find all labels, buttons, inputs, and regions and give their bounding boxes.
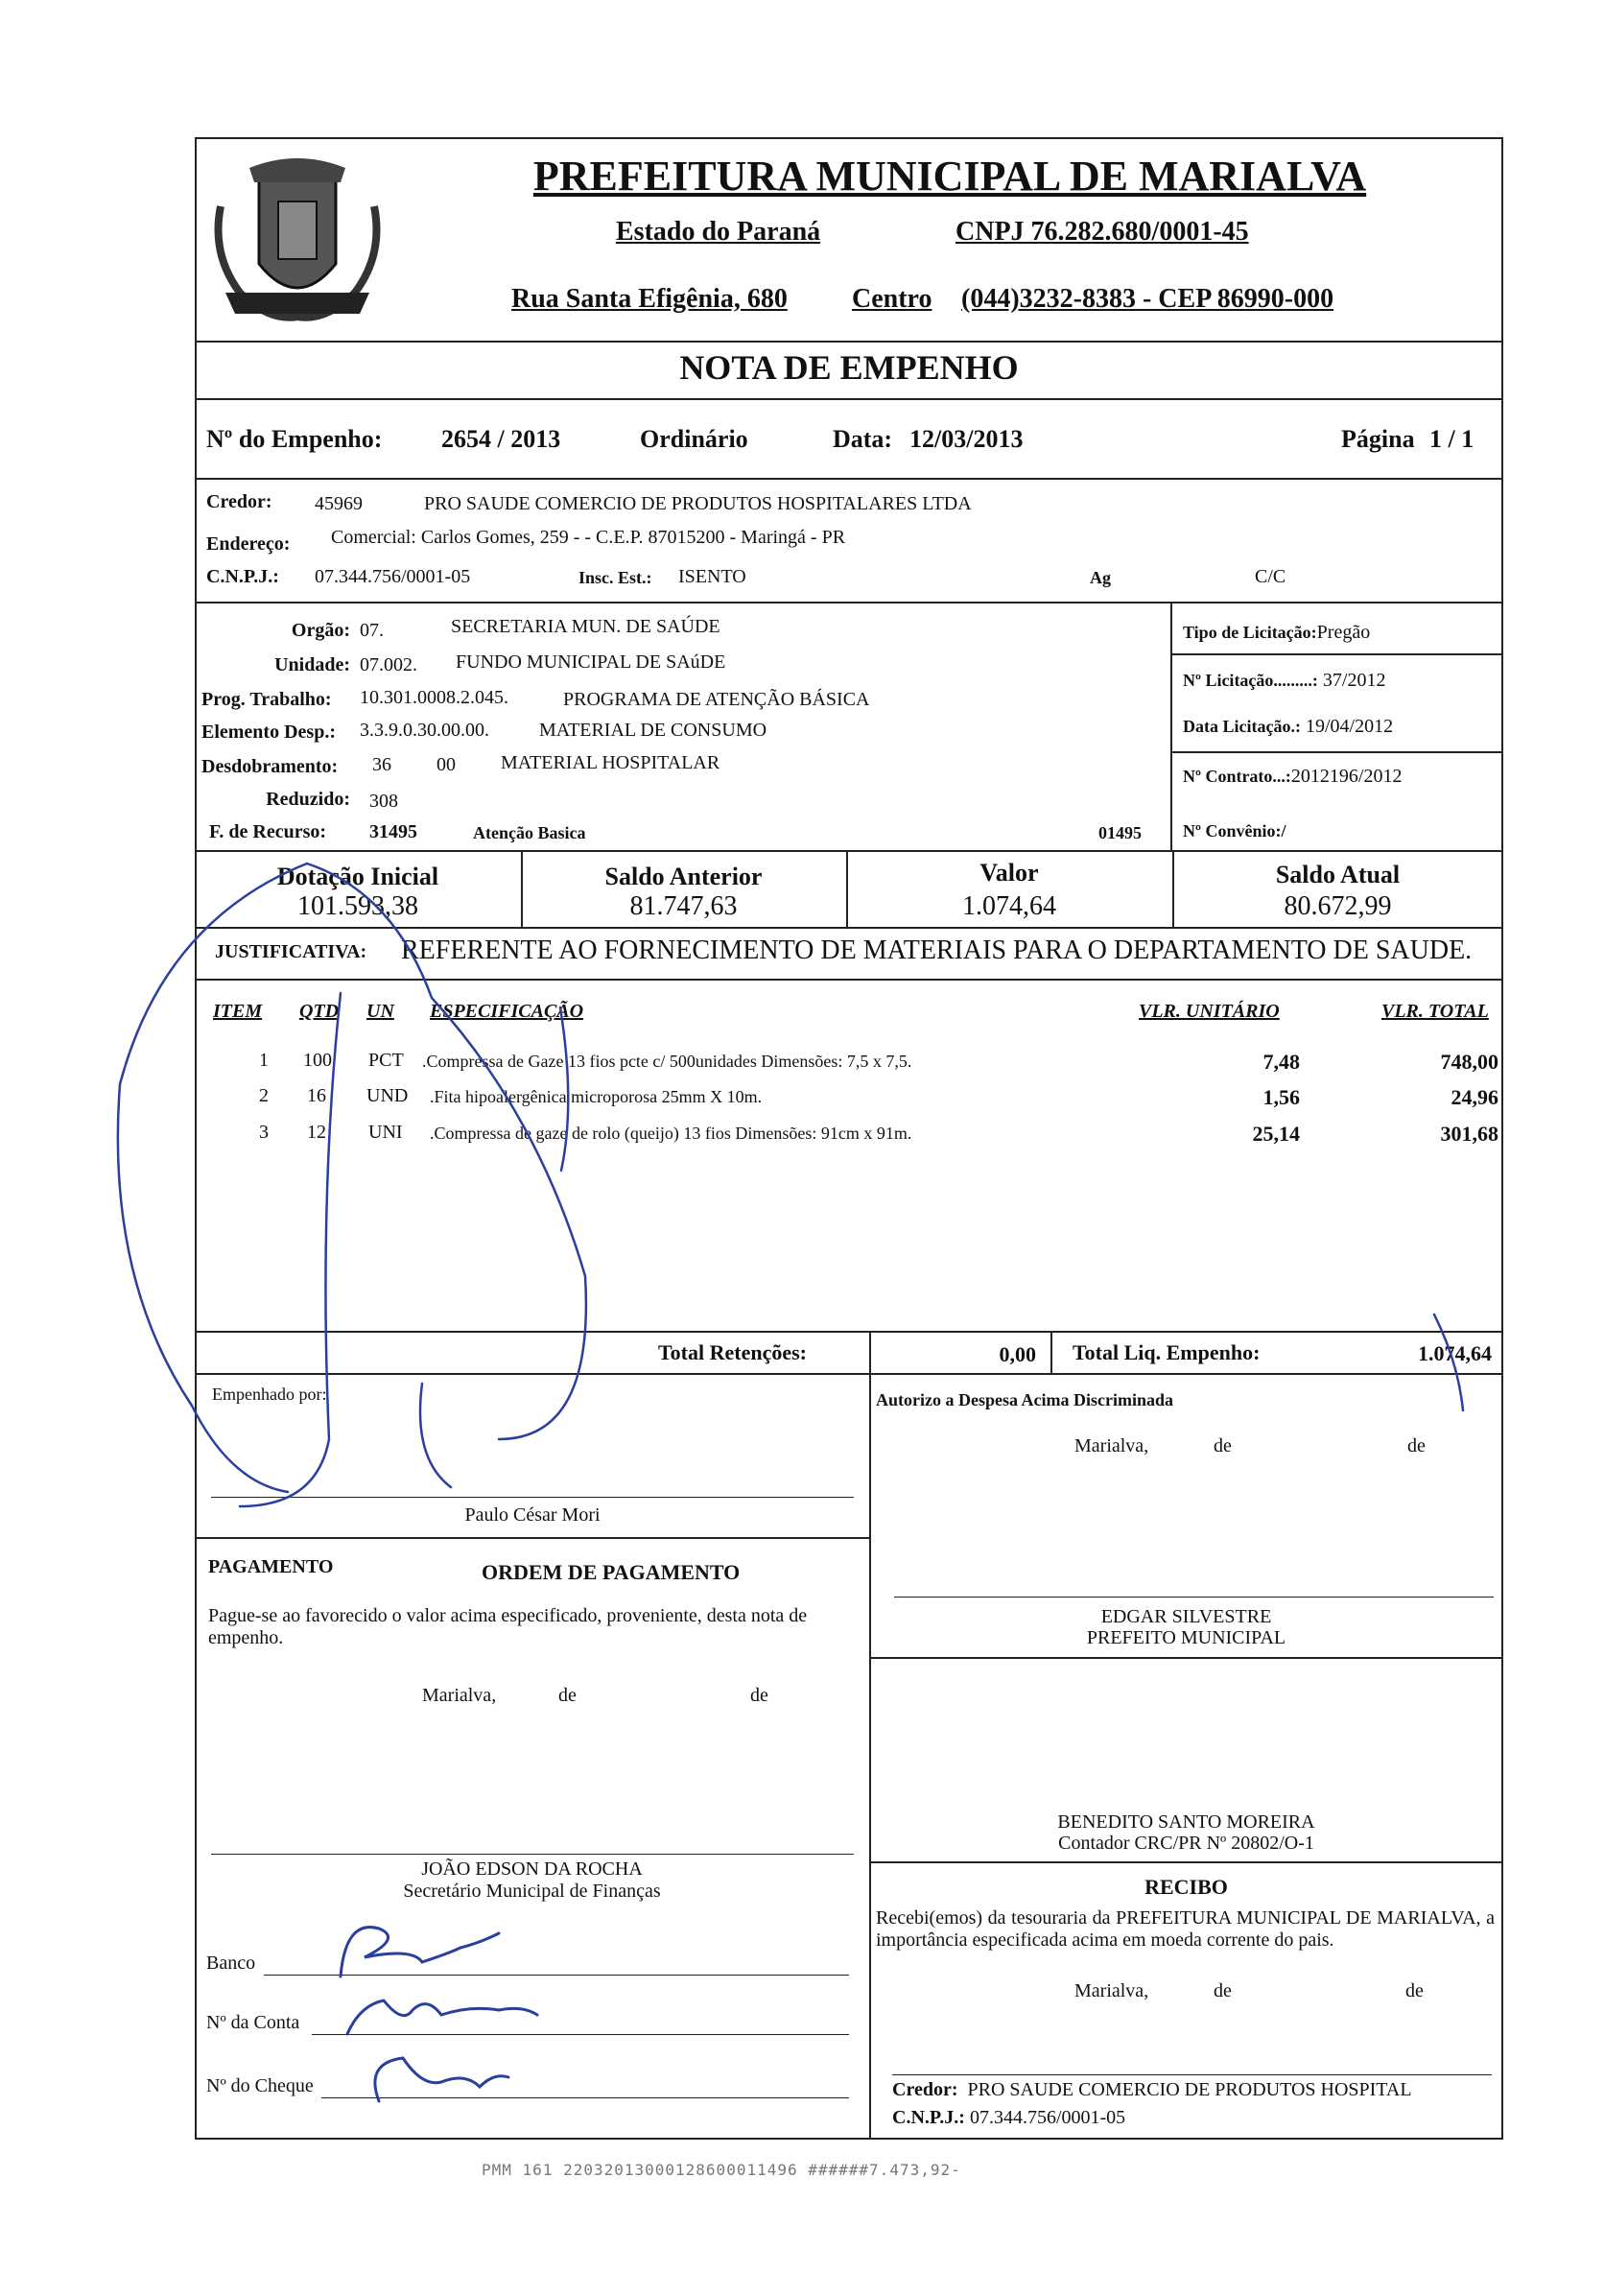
elemento-name: MATERIAL DE CONSUMO [539, 720, 767, 741]
valor-label: Valor [979, 859, 1039, 887]
licitacao-date-label: Data Licitação.: [1183, 717, 1301, 736]
recurso-label: F. de Recurso: [209, 821, 327, 842]
date-label: Data: [833, 425, 893, 453]
pagamento-label: PAGAMENTO [208, 1556, 334, 1577]
ordem-pagamento-title: ORDEM DE PAGAMENTO [482, 1560, 741, 1584]
pagamento-de-1: de [558, 1685, 577, 1706]
reduzido-label: Reduzido: [266, 789, 350, 810]
autorizo-de-2: de [1407, 1435, 1426, 1456]
col-total-header: VLR. TOTAL [1381, 1001, 1489, 1022]
row-spec: .Compressa de Gaze 13 fios pcte c/ 500unidades Dimensões: 7,5 x 7,5. [422, 1052, 912, 1071]
recibo-text: Recebi(emos) da tesouraria da PREFEITURA MUNICIPAL DE MARIALVA, a importância especificada acima em moeda corrente do pais. [876, 1907, 1495, 1951]
reduzido-value: 308 [369, 791, 398, 812]
credor-address: Comercial: Carlos Gomes, 259 - - C.E.P. 87015200 - Maringá - PR [331, 527, 846, 548]
cnpj-label: C.N.P.J.: [206, 566, 279, 587]
unidade-label: Unidade: [274, 654, 350, 675]
licitacao-tipo-value: Pregão [1316, 622, 1371, 643]
orgao-label: Orgão: [291, 620, 350, 641]
footer-stamp: PMM 161 22032013000128600011496 ######7.473,92- [482, 2161, 961, 2179]
recurso-code: 31495 [369, 821, 417, 842]
recibo-cnpj-value: 07.344.756/0001-05 [969, 2107, 1126, 2128]
col-unit-header: VLR. UNITÁRIO [1139, 1001, 1280, 1022]
col-item-header: ITEM [213, 1001, 263, 1022]
financas-name: JOÃO EDSON DA ROCHA [421, 1858, 643, 1880]
desdobramento-code-2: 00 [436, 754, 456, 775]
row-spec: .Fita hipoalergênica microporosa 25mm X 10m. [430, 1087, 763, 1106]
recibo-credor-label: Credor: [892, 2079, 958, 2100]
autorizo-city: Marialva, [1074, 1435, 1149, 1456]
page-label: Página [1341, 425, 1415, 453]
row-unit: 7,48 [1262, 1050, 1300, 1074]
recibo-cnpj [892, 2107, 1125, 2129]
contrato [1183, 766, 1402, 788]
licitacao-tipo [1183, 622, 1370, 644]
prefeito-name: EDGAR SILVESTRE [1100, 1606, 1272, 1627]
row-un: UND [366, 1085, 409, 1106]
row-unit: 1,56 [1262, 1085, 1300, 1109]
licitacao-number [1183, 670, 1385, 692]
pagamento-text: Pague-se ao favorecido o valor acima especificado, proveniente, desta nota de empenho. [208, 1605, 808, 1648]
recurso-name: Atenção Basica [473, 823, 586, 842]
row-item: 2 [259, 1085, 269, 1106]
valor-value: 1.074,64 [962, 891, 1056, 921]
credor-label: Credor: [206, 491, 272, 512]
row-item: 3 [259, 1122, 269, 1143]
elemento-label: Elemento Desp.: [201, 722, 336, 743]
unidade-code: 07.002. [360, 654, 417, 675]
financas-title: Secretário Municipal de Finanças [403, 1881, 661, 1902]
banco-label: Banco [206, 1953, 256, 1974]
col-spec-header: ESPECIFICAÇÃO [430, 1001, 584, 1022]
unidade-name: FUNDO MUNICIPAL DE SAúDE [456, 651, 726, 673]
row-total: 24,96 [1451, 1085, 1498, 1109]
total-liquido-value: 1.074,64 [1418, 1341, 1492, 1365]
ag-label: Ag [1090, 568, 1111, 587]
licitacao-tipo-label: Tipo de Licitação: [1183, 623, 1317, 642]
retencoes-label: Total Retenções: [658, 1340, 807, 1364]
credor-name: PRO SAUDE COMERCIO DE PRODUTOS HOSPITALARES LTDA [424, 493, 972, 514]
total-liquido-label: Total Liq. Empenho: [1073, 1340, 1261, 1364]
ie-label: Insc. Est.: [578, 568, 652, 587]
cheque-label: Nº do Cheque [206, 2075, 314, 2096]
contador-name: BENEDITO SANTO MOREIRA [1057, 1811, 1315, 1833]
elemento-code: 3.3.9.0.30.00.00. [360, 720, 489, 741]
empenho-type: Ordinário [640, 425, 748, 453]
conta-label: Nº da Conta [206, 2012, 300, 2033]
page-title: PREFEITURA MUNICIPAL DE MARIALVA [532, 153, 1367, 200]
recibo-de-1: de [1214, 1980, 1232, 2001]
credor-code: 45969 [315, 493, 363, 514]
convenio-label: Nº Convênio:/ [1183, 821, 1286, 840]
pagamento-de-2: de [750, 1685, 768, 1706]
empenho-number: 2654 / 2013 [441, 425, 561, 453]
licitacao-date [1183, 716, 1393, 738]
recibo-city: Marialva, [1074, 1980, 1149, 2001]
recibo-cnpj-label: C.N.P.J.: [892, 2107, 965, 2128]
dotacao-label: Dotação Inicial [276, 863, 439, 890]
col-un-header: UN [366, 1001, 394, 1022]
cc-label: C/C [1255, 566, 1286, 587]
contrato-value: 2012196/2012 [1290, 766, 1403, 787]
recibo-de-2: de [1405, 1980, 1424, 2001]
licitacao-number-value: 37/2012 [1322, 670, 1386, 691]
desdobramento-code-1: 36 [372, 754, 391, 775]
empenhado-name: Paulo César Mori [464, 1504, 601, 1526]
row-qtd: 100 [303, 1050, 332, 1071]
orgao-name: SECRETARIA MUN. DE SAÚDE [451, 616, 720, 637]
row-total: 748,00 [1440, 1050, 1498, 1074]
phone-cep: (044)3232-8383 - CEP 86990-000 [961, 284, 1334, 314]
address-label: Endereço: [206, 533, 291, 555]
retencoes-value: 0,00 [999, 1342, 1036, 1366]
coat-of-arms-icon [201, 149, 393, 341]
row-item: 1 [259, 1050, 269, 1071]
row-total: 301,68 [1440, 1122, 1498, 1146]
page-number: 1 / 1 [1429, 425, 1474, 453]
contador-title: Contador CRC/PR Nº 20802/O-1 [1058, 1833, 1314, 1854]
credor-cnpj: 07.344.756/0001-05 [315, 566, 471, 587]
empenho-number-label: Nº do Empenho: [206, 425, 383, 453]
recibo-title: RECIBO [1144, 1875, 1228, 1899]
credor-ie: ISENTO [678, 566, 746, 587]
row-un: UNI [368, 1122, 403, 1143]
row-qtd: 12 [307, 1122, 326, 1143]
row-spec: .Compressa de gaze de rolo (queijo) 13 fios Dimensões: 91cm x 91m. [430, 1124, 912, 1143]
desdobramento-name: MATERIAL HOSPITALAR [501, 752, 720, 773]
licitacao-date-value: 19/04/2012 [1305, 716, 1394, 737]
contrato-label: Nº Contrato...: [1183, 767, 1291, 786]
prog-code: 10.301.0008.2.045. [360, 687, 508, 708]
recibo-credor-name: PRO SAUDE COMERCIO DE PRODUTOS HOSPITAL [967, 2079, 1412, 2100]
document-title: NOTA DE EMPENHO [679, 348, 1019, 387]
prog-label: Prog. Trabalho: [201, 689, 332, 710]
empenhado-label: Empenhado por: [212, 1385, 327, 1404]
dotacao-value: 101.593,38 [297, 891, 418, 921]
empenho-date: 12/03/2013 [909, 425, 1024, 453]
pagamento-city: Marialva, [422, 1685, 497, 1706]
cnpj-header: CNPJ 76.282.680/0001-45 [955, 217, 1249, 247]
row-unit: 25,14 [1252, 1122, 1300, 1146]
recurso-right-code: 01495 [1098, 823, 1142, 842]
row-un: PCT [368, 1050, 404, 1071]
desdobramento-label: Desdobramento: [201, 756, 339, 777]
autorizo-text: Autorizo a Despesa Acima Discriminada [876, 1390, 1173, 1409]
recibo-credor [892, 2079, 1412, 2101]
justificativa-label: JUSTIFICATIVA: [215, 941, 367, 962]
licitacao-number-label: Nº Licitação.........: [1183, 671, 1318, 690]
saldo-atual-value: 80.672,99 [1284, 891, 1392, 921]
saldo-anterior-label: Saldo Anterior [604, 863, 763, 890]
autorizo-de-1: de [1214, 1435, 1232, 1456]
saldo-anterior-value: 81.747,63 [629, 891, 738, 921]
saldo-atual-label: Saldo Atual [1275, 861, 1401, 888]
row-qtd: 16 [307, 1085, 326, 1106]
prefeito-title: PREFEITO MUNICIPAL [1086, 1627, 1286, 1648]
street-address: Rua Santa Efigênia, 680 [511, 284, 788, 314]
district: Centro [852, 284, 932, 314]
col-qtd-header: QTD [299, 1001, 340, 1022]
state-name: Estado do Paraná [616, 217, 821, 247]
justificativa-text: REFERENTE AO FORNECIMENTO DE MATERIAIS PARA O DEPARTAMENTO DE SAUDE. [401, 935, 1473, 965]
orgao-code: 07. [360, 620, 384, 641]
prog-name: PROGRAMA DE ATENÇÃO BÁSICA [563, 689, 870, 710]
